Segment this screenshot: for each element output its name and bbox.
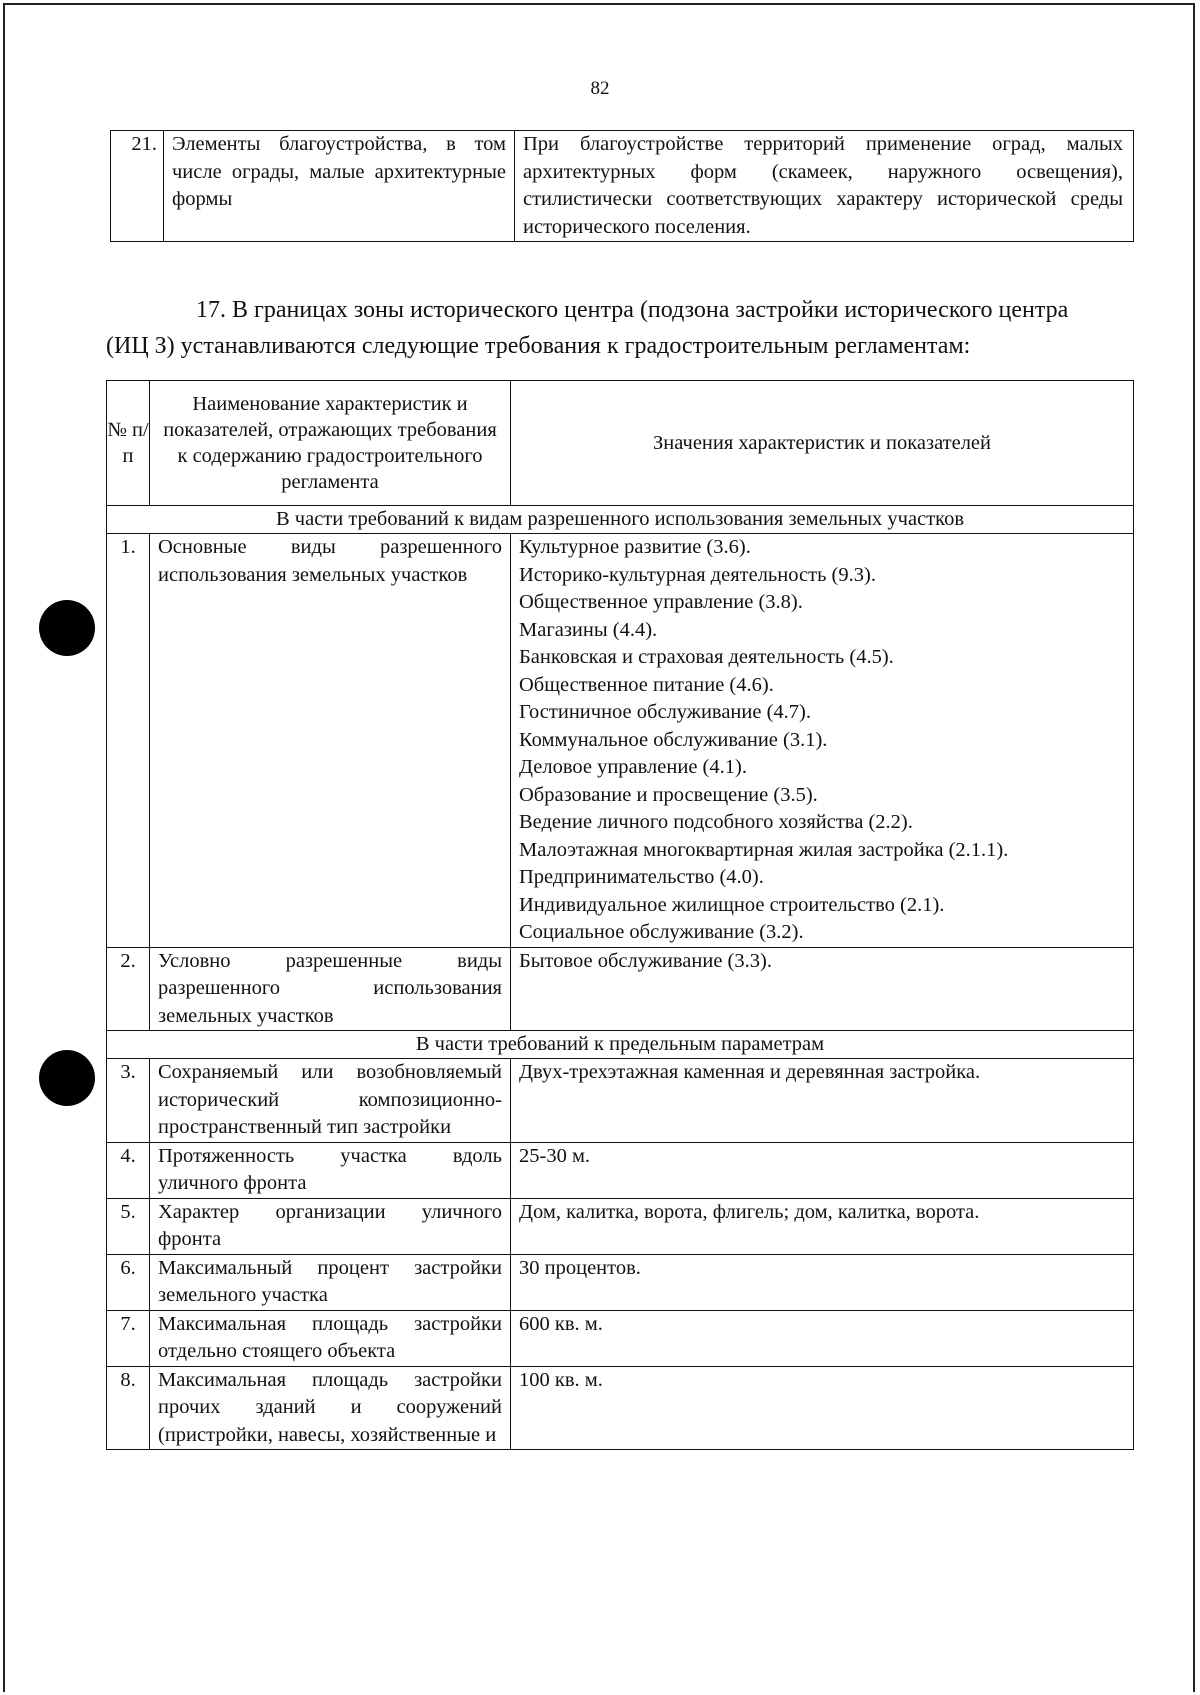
row-number: 5. [107,1198,150,1254]
characteristic-value: При благоустройстве территорий применение оград, малых архитектурных форм (скамеек, наружного освещения), стилистически соответствующих характеру исторической среды исторического поселения. [515,131,1134,242]
characteristic-name: Условно разрешенные виды разрешенного использования земельных участков [150,947,511,1031]
characteristic-value: Двух-трехэтажная каменная и деревянная застройка. [511,1059,1134,1143]
characteristic-value: 100 кв. м. [511,1366,1134,1450]
characteristic-name: Максимальный процент застройки земельного участка [150,1254,511,1310]
row-number: 2. [107,947,150,1031]
row-number: 7. [107,1310,150,1366]
row-number: 8. [107,1366,150,1450]
continued-table [110,130,1134,242]
row-number: 3. [107,1059,150,1143]
characteristic-value-list [511,534,1134,948]
characteristic-value: 25-30 м. [511,1142,1134,1198]
section-intro-paragraph [106,292,1156,364]
row-number: 1. [107,534,150,948]
table-row [107,1254,1134,1310]
row-number: 6. [107,1254,150,1310]
table-row [107,1142,1134,1198]
row-number: 4. [107,1142,150,1198]
list-item: Социальное обслуживание (3.2). [519,921,804,943]
list-item: Малоэтажная многоквартирная жилая застройка (2.1.1). [519,838,1009,861]
characteristic-value: 30 процентов. [511,1254,1134,1310]
characteristic-name: Максимальная площадь застройки прочих зданий и сооружений (пристройки, навесы, хозяйственные и [150,1366,511,1450]
regulations-table [106,380,1134,1450]
list-item: Банковская и страховая деятельность (4.5). [519,646,894,668]
list-item: Культурное развитие (3.6). [519,536,751,558]
header-number: № п/п [107,381,150,506]
characteristic-name: Максимальная площадь застройки отдельно стоящего объекта [150,1310,511,1366]
table-row [107,1310,1134,1366]
table-row [107,534,1134,948]
section-title: В части требований к предельным параметрам [107,1031,1134,1059]
list-item: Индивидуальное жилищное строительство (2.1). [519,893,945,916]
section-title: В части требований к видам разрешенного использования земельных участков [107,506,1134,534]
binder-hole-icon [39,600,95,656]
characteristic-value: Бытовое обслуживание (3.3). [511,947,1134,1031]
table-row [107,1059,1134,1143]
table-header-row [107,381,1134,506]
characteristic-name: Основные виды разрешенного использования земельных участков [150,534,511,948]
table-row [107,1198,1134,1254]
characteristic-name: Сохраняемый или возобновляемый исторический композиционно-пространственный тип застройки [150,1059,511,1143]
table-row [107,1366,1134,1450]
characteristic-value: 600 кв. м. [511,1310,1134,1366]
list-item: Магазины (4.4). [519,618,658,641]
header-name: Наименование характеристик и показателей, отражающих требования к содержанию градостроительного регламента [150,381,511,506]
header-value: Значения характеристик и показателей [511,381,1134,506]
list-item: Деловое управление (4.1). [519,756,747,778]
list-item: Гостиничное обслуживание (4.7). [519,701,811,723]
list-item: Предпринимательство (4.0). [519,866,764,888]
list-item: Ведение личного подсобного хозяйства (2.2). [519,811,913,833]
list-item: Общественное питание (4.6). [519,673,774,696]
characteristic-name: Характер организации уличного фронта [150,1198,511,1254]
page-number: 82 [590,78,610,99]
list-item: Общественное управление (3.8). [519,591,803,613]
section-row [107,1031,1134,1059]
section-row [107,506,1134,534]
intro-line: 17. В границах зоны исторического центра (подзона застройки исторического центра [196,297,1069,323]
characteristic-name: Элементы благоустройства, в том числе ограды, малые архитектурные формы [164,131,515,242]
characteristic-value: Дом, калитка, ворота, флигель; дом, калитка, ворота. [511,1198,1134,1254]
intro-line: (ИЦ З) устанавливаются следующие требования к градостроительным регламентам: [106,333,971,359]
binder-hole-icon [39,1050,95,1106]
table-row [111,131,1134,242]
characteristic-name: Протяженность участка вдоль уличного фронта [150,1142,511,1198]
table-row [107,947,1134,1031]
list-item: Коммунальное обслуживание (3.1). [519,728,828,751]
list-item: Образование и просвещение (3.5). [519,783,818,806]
list-item: Историко-культурная деятельность (9.3). [519,563,876,586]
row-number: 21. [111,131,164,242]
